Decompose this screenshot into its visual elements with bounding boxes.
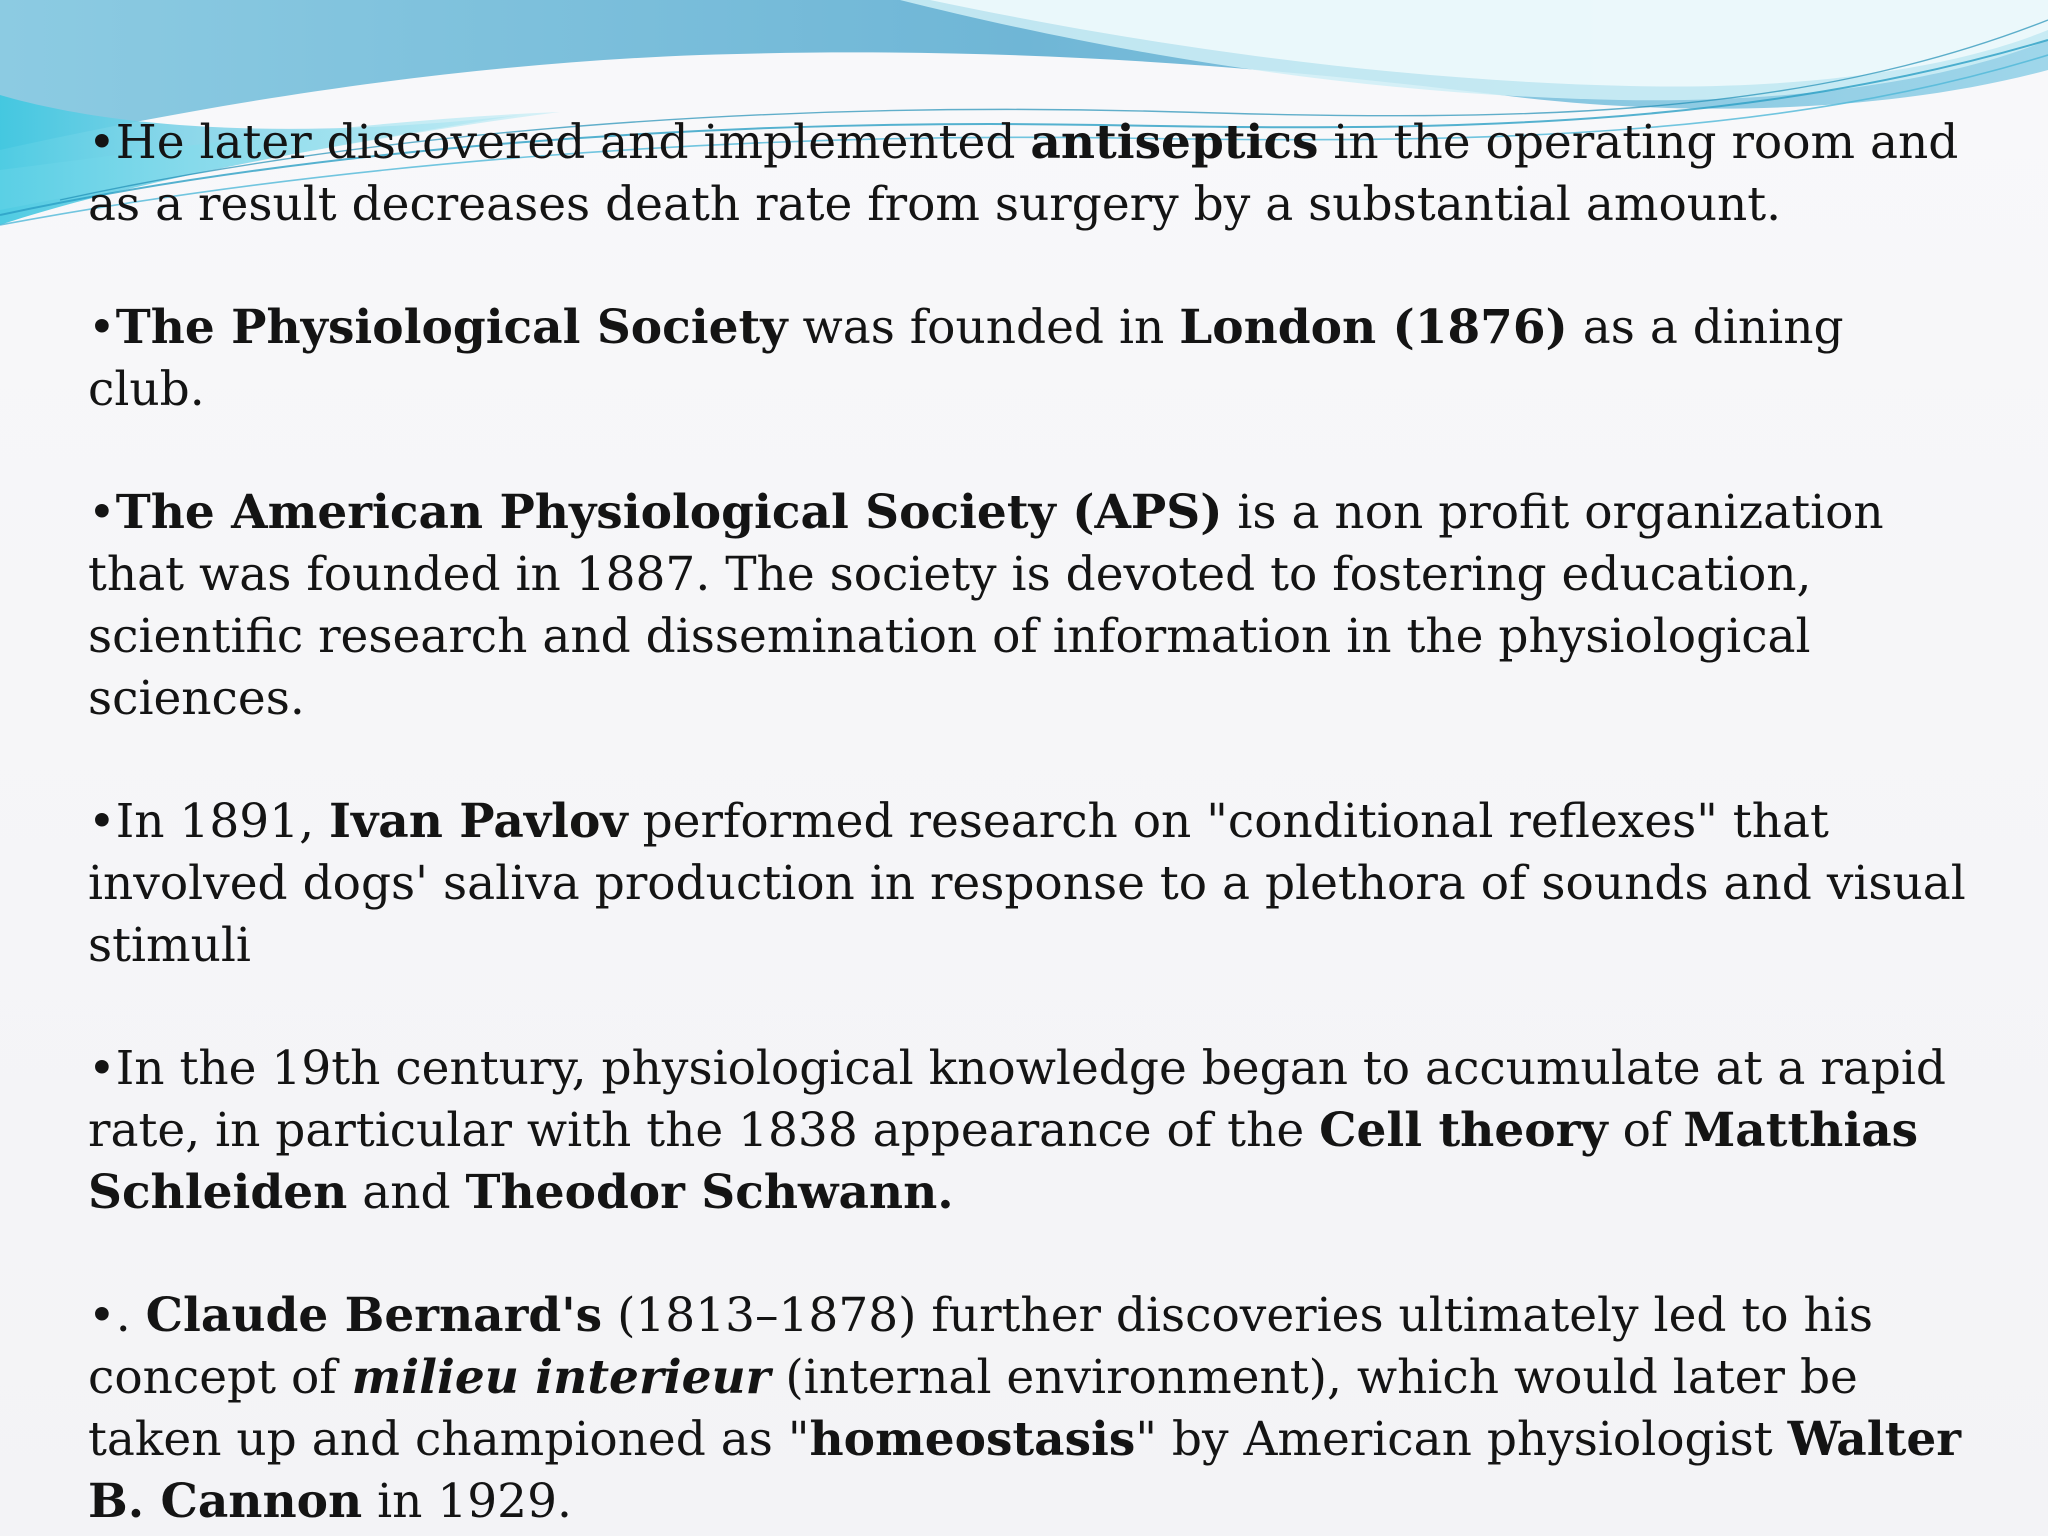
paragraph-aps: •The American Physiological Society (APS) is a non profit organization that was founded in 1887. The society is devoted to fostering education, scientific research and dissemination of information in the physiological sciences. [88, 485, 1884, 726]
paragraph-claude-bernard: •. Claude Bernard's (1813–1878) further discoveries ultimately led to his concept of milieu interieur (internal environment), which would later be taken up and championed as "homeostasis" by American physiologist Walter B. Cannon in 1929. [88, 1288, 1961, 1529]
paragraph-pavlov: •In 1891, Ivan Pavlov performed research on "conditional reflexes" that involved dogs' saliva production in response to a plethora of sounds and visual stimuli [88, 794, 1966, 973]
paragraph-cell-theory: •In the 19th century, physiological knowledge began to accumulate at a rapid rate, in particular with the 1838 appearance of the Cell theory of Matthias Schleiden and Theodor Schwann. [88, 1041, 1947, 1220]
slide-content [88, 112, 1968, 1536]
paragraph-physiological-society: •The Physiological Society was founded in London (1876) as a dining club. [88, 300, 1844, 417]
paragraph-antiseptics: •He later discovered and implemented antiseptics in the operating room and as a result decreases death rate from surgery by a substantial amount. [88, 115, 1959, 232]
